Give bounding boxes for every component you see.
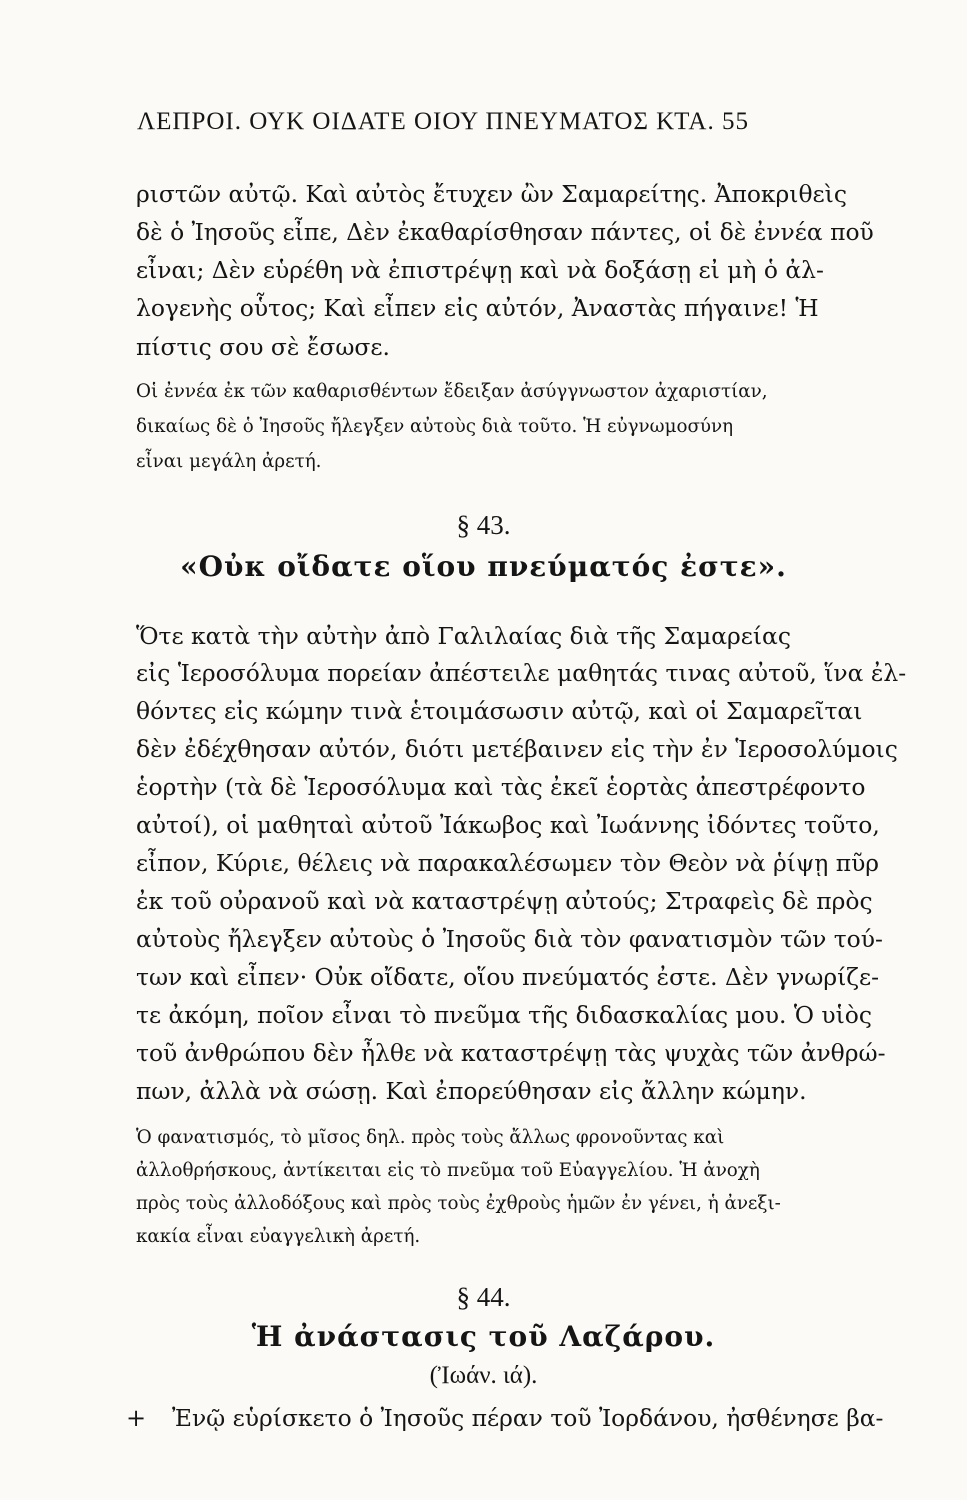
body-line: των καὶ εἶπεν· Οὐκ οἴδατε, οἵου πνεύματός ἐστε. Δὲν γνωρίζε- [136, 963, 879, 991]
margin-mark: + [126, 1404, 147, 1432]
section-title: «Οὐκ οἴδατε οἵου πνεύματός ἐστε». [180, 550, 787, 583]
note-line: πρὸς τοὺς ἀλλοδόξους καὶ πρὸς τοὺς ἐχθροὺς ἡμῶν ἐν γένει, ἡ ἀνεξι- [136, 1193, 781, 1214]
note-line: Ὁ φανατισμός, τὸ μῖσος δηλ. πρὸς τοὺς ἄλλως φρονοῦντας καὶ [136, 1127, 725, 1148]
body-line: τοῦ ἀνθρώπου δὲν ἦλθε νὰ καταστρέψῃ τὰς ψυχὰς τῶν ἀνθρώ- [136, 1039, 886, 1067]
body-line: λογενὴς οὗτος; Καὶ εἶπεν εἰς αὐτόν, Ἀναστὰς πήγαινε! Ἡ [136, 294, 819, 322]
body-line: ἐκ τοῦ οὐρανοῦ καὶ νὰ καταστρέψῃ αὐτούς; Στραφεὶς δὲ πρὸς [136, 887, 873, 915]
note-line: εἶναι μεγάλη ἀρετή. [136, 451, 322, 472]
note-line: Οἱ ἐννέα ἐκ τῶν καθαρισθέντων ἔδειξαν ἀσύγγνωστον ἀχαριστίαν, [136, 381, 768, 402]
body-line: δὲ ὁ Ἰησοῦς εἶπε, Δὲν ἐκαθαρίσθησαν πάντες, οἱ δὲ ἐννέα ποῦ [136, 218, 874, 246]
note-line: δικαίως δὲ ὁ Ἰησοῦς ἤλεγξεν αὐτοὺς διὰ τοῦτο. Ἡ εὐγνωμοσύνη [136, 416, 734, 437]
section-number: § 44. [456, 1282, 511, 1312]
note-line: ἀλλοθρήσκους, ἀντίκειται εἰς τὸ πνεῦμα τοῦ Εὐαγγελίου. Ἡ ἀνοχὴ [136, 1160, 760, 1181]
body-line: εἶπον, Κύριε, θέλεις νὰ παρακαλέσωμεν τὸν Θεὸν νὰ ῥίψῃ πῦρ [136, 849, 880, 877]
section-title: Ἡ ἀνάστασις τοῦ Λαζάρου. [251, 1320, 716, 1353]
body-line: Ὅτε κατὰ τὴν αὐτὴν ἀπὸ Γαλιλαίας διὰ τῆς Σαμαρείας [136, 622, 791, 650]
body-line: ριστῶν αὐτῷ. Καὶ αὐτὸς ἔτυχεν ὢν Σαμαρείτης. Ἀποκριθεὶς [136, 180, 847, 208]
body-line: εἰς Ἱεροσόλυμα πορείαν ἀπέστειλε μαθητάς τινας αὐτοῦ, ἵνα ἐλ- [136, 659, 907, 687]
body-line: εἶναι; Δὲν εὑρέθη νὰ ἐπιστρέψῃ καὶ νὰ δοξάσῃ εἰ μὴ ὁ ἀλ- [136, 256, 824, 284]
body-line: θόντες εἰς κώμην τινὰ ἑτοιμάσωσιν αὐτῷ, καὶ οἱ Σαμαρεῖται [136, 697, 863, 725]
body-line: τε ἀκόμη, ποῖον εἶναι τὸ πνεῦμα τῆς διδασκαλίας μου. Ὁ υἱὸς [136, 1001, 872, 1029]
note-line: κακία εἶναι εὐαγγελικὴ ἀρετή. [136, 1226, 421, 1247]
body-line: πων, ἀλλὰ νὰ σώσῃ. Καὶ ἐπορεύθησαν εἰς ἄλλην κώμην. [136, 1077, 807, 1105]
running-head: ΛΕΠΡΟΙ. ΟΥΚ ΟΙΔΑΤΕ ΟΙΟΥ ΠΝΕΥΜΑΤΟΣ ΚΤΑ. 55 [137, 108, 749, 135]
body-line: αὐτοὺς ἤλεγξεν αὐτοὺς ὁ Ἰησοῦς διὰ τὸν φανατισμὸν τῶν τού- [136, 925, 883, 953]
section-number: § 43. [456, 510, 511, 540]
body-line: ἑορτὴν (τὰ δὲ Ἱεροσόλυμα καὶ τὰς ἐκεῖ ἑορτὰς ἀπεστρέφοντο [136, 773, 866, 801]
body-line: αὐτοί), οἱ μαθηταὶ αὐτοῦ Ἰάκωβος καὶ Ἰωάννης ἰδόντες τοῦτο, [136, 811, 880, 839]
body-line: Ἐνῷ εὑρίσκετο ὁ Ἰησοῦς πέραν τοῦ Ἰορδάνου, ἠσθένησε βα- [172, 1404, 884, 1432]
body-line: πίστις σου σὲ ἔσωσε. [136, 333, 390, 361]
section-source: (Ἰωάν. ιά). [429, 1362, 538, 1389]
body-line: δὲν ἐδέχθησαν αὐτόν, διότι μετέβαινεν εἰς τὴν ἐν Ἱεροσολύμοις [136, 735, 898, 763]
